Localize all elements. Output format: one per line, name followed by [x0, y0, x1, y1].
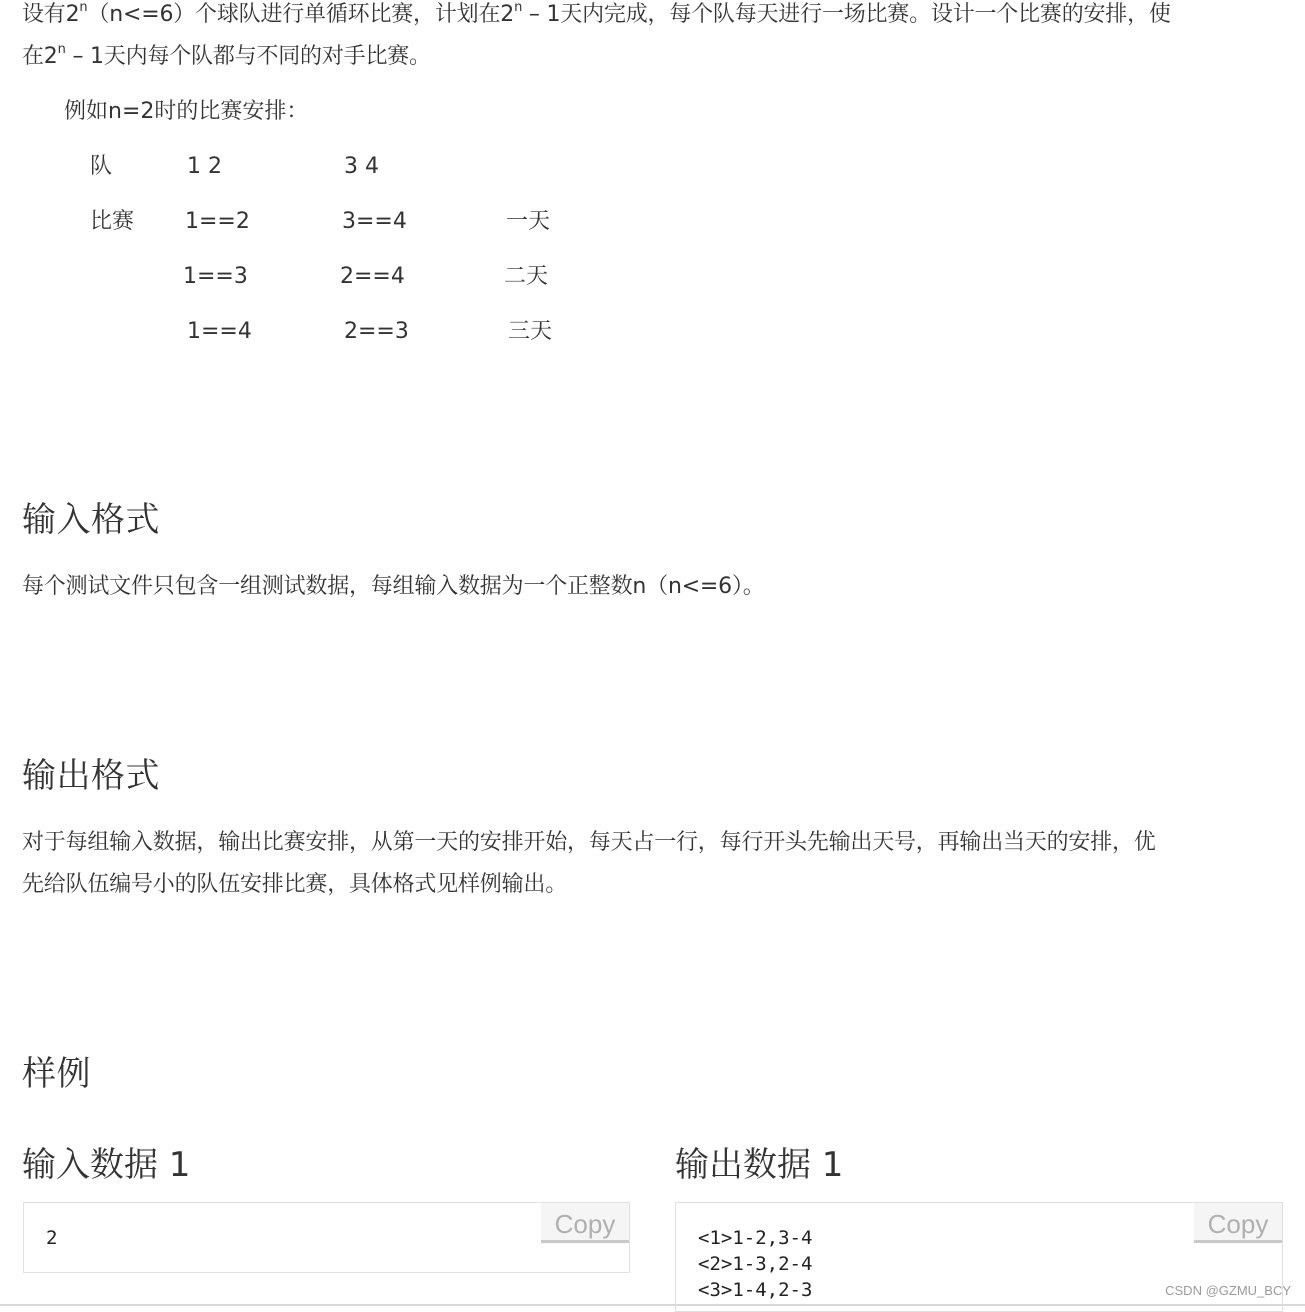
schedule-row-1-day: 一天 — [506, 209, 551, 234]
input-format-text: 每个测试文件只包含一组测试数据，每组输入数据为一个正整数n（n<=6）。 — [22, 574, 765, 599]
schedule-row-3-a: 1==4 — [187, 319, 252, 344]
schedule-row-2-day: 二天 — [504, 264, 549, 289]
sample-input-box[interactable] — [23, 1202, 630, 1273]
description-line-2: 在2$^n$ – 1天内每个队都与不同的对手比赛。 — [22, 42, 431, 69]
sample-input-content: 2 — [46, 1227, 58, 1249]
schedule-teams-b: 3 4 — [344, 154, 379, 179]
copy-input-button[interactable]: Copy — [541, 1203, 629, 1243]
example-intro: 例如n=2时的比赛安排： — [64, 99, 309, 124]
schedule-match-label: 比赛 — [90, 209, 135, 234]
description-line-1: 设有$2^n(n<=6)$个球队进行单循环比赛，计划在2$^n$ – 1天内完成，每个队每天进行一场比赛。设计一个比赛的安排，使 — [22, 0, 1171, 27]
sample-input-title: 输入数据 1 — [22, 1145, 191, 1185]
schedule-row-3-b: 2==3 — [344, 319, 409, 344]
sample-output-title: 输出数据 1 — [675, 1145, 844, 1185]
schedule-row-2-b: 2==4 — [340, 264, 405, 289]
schedule-row-3-day: 三天 — [508, 319, 553, 344]
output-format-heading: 输出格式 — [22, 756, 160, 796]
copy-output-button[interactable]: Copy — [1194, 1203, 1282, 1243]
samples-heading: 样例 — [22, 1054, 91, 1094]
sample-output-content: <1>1-2,3-4 <2>1-3,2-4 <3>1-4,2-3 — [698, 1227, 813, 1301]
schedule-team-label: 队 — [90, 154, 113, 179]
schedule-row-1-b: 3==4 — [342, 209, 407, 234]
schedule-row-2-a: 1==3 — [183, 264, 248, 289]
schedule-row-1-a: 1==2 — [185, 209, 250, 234]
input-format-heading: 输入格式 — [22, 500, 160, 540]
schedule-teams-a: 1 2 — [187, 154, 222, 179]
watermark: CSDN @GZMU_BCY — [1165, 1283, 1291, 1298]
output-format-line-1: 对于每组输入数据，输出比赛安排，从第一天的安排开始，每天占一行，每行开头先输出天号，再输出当天的安排，优 — [22, 830, 1156, 855]
output-format-line-2: 先给队伍编号小的队伍安排比赛，具体格式见样例输出。 — [22, 872, 568, 897]
